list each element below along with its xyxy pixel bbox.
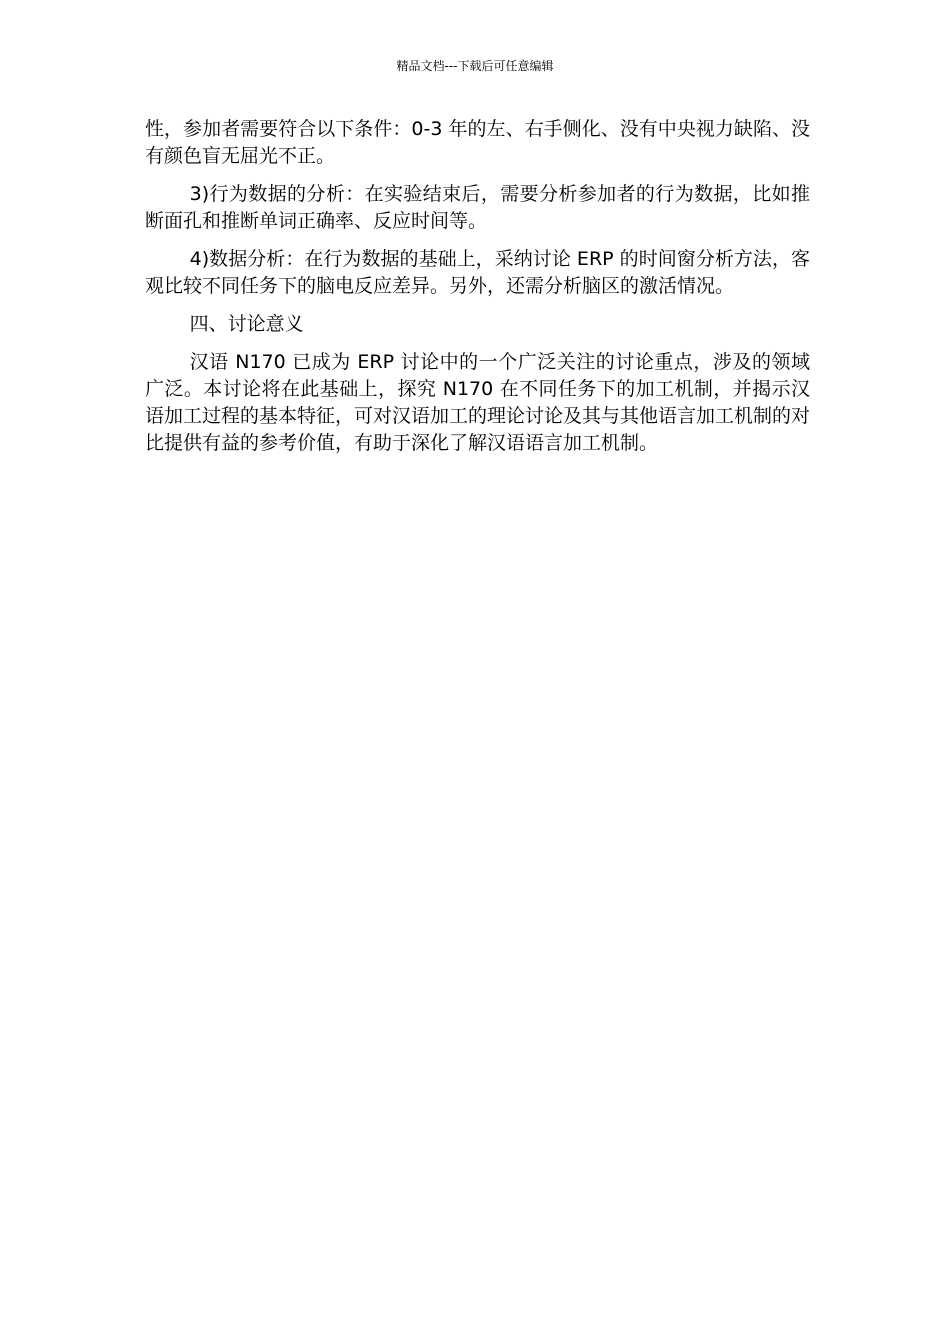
paragraph-participant-conditions: 性，参加者需要符合以下条件：0-3 年的左、右手侧化、没有中央视力缺陷、没有颜色盲无屈光不正。 [145,118,810,167]
document-body [145,116,810,468]
paragraph-behavior-analysis: 3)行为数据的分析：在实验结束后，需要分析参加者的行为数据，比如推断面孔和推断单词正确率、反应时间等。 [145,183,810,232]
paragraph-data-analysis: 4)数据分析：在行为数据的基础上，采纳讨论 ERP 的时间窗分析方法，客观比较不同任务下的脑电反应差异。另外，还需分析脑区的激活情况。 [145,248,810,297]
page-header: 精品文档---下载后可任意编辑 [396,59,554,73]
paragraph-significance: 汉语 N170 已成为 ERP 讨论中的一个广泛关注的讨论重点，涉及的领域广泛。本讨论将在此基础上，探究 N170 在不同任务下的加工机制，并揭示汉语加工过程的基本特征，可对汉语加工的理论讨论及其与其他语言加工机制的对比提供有益的参考价值，有助于深化了解汉语语言加工机制。 [145,351,811,454]
section-heading-significance: 四、讨论意义 [189,313,304,335]
